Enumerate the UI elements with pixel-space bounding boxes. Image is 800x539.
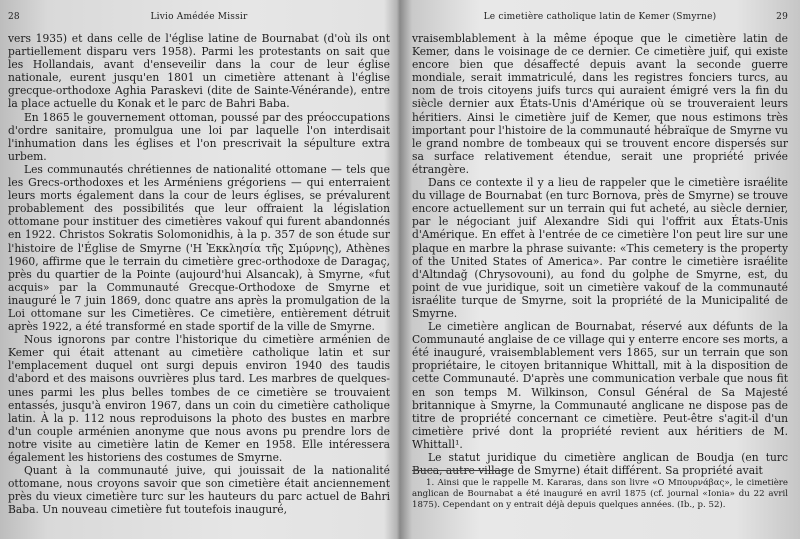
paragraph: vraisemblablement à la même époque que le cimetière latin de Kemer, dans le voisinage de ce dernier. Ce cimetière juif, qui existe encore bien que désaffecté depuis avant la seconde guerre mondiale, serait immatriculé, dans les registres fonciers turcs, au nom de trois citoyens juifs turcs qui auraient émigré vers la fin du siècle dernier aux États-Unis d'Amérique où se trouveraient leurs héritiers. Ainsi le cimetière juif de Kemer, que nous estimons très important pour l'histoire de la communauté hébraïque de Smyrne vu le grand nombre de tombeaux qui se trouvent encore dispersés sur sa surface relativement étendue, serait une propriété privée étrangère. <box>412 32 788 176</box>
paragraph: Le cimetière anglican de Bournabat, réservé aux défunts de la Communauté anglaise de ce village qui y enterre encore ses morts, a été inauguré, vraisemblablement vers 1865, sur un terrain que son propriétaire, le citoyen britannique Whittall, mit à la disposition de cette Communauté. D'après une communication verbale que nous fit en son temps M. Wilkinson, Consul Général de Sa Majesté britannique à Smyrne, la Communauté anglicane ne dispose pas de titre de propriété concernant ce cimetière. Peut-être s'agit-il d'un cimetière privé dont la propriété revient aux héritiers de M. Whittall¹. <box>412 320 788 451</box>
paragraph: Dans ce contexte il y a lieu de rappeler que le cimetière israélite du village de Bournabat (en turc Bornova, près de Smyrne) se trouve encore actuellement sur un terrain qui fut acheté, au siècle dernier, par le négociant juif Alexandre Sidi qui l'offrit aux États-Unis d'Amérique. En effet à l'entrée de ce cimetière l'on peut lire sur une plaque en marbre la phrase suivante: «This cemetery is the property of the United States of America». Par contre le cimetière israélite d'Altındağ (Chrysovouni), au fond du golphe de Smyrne, est, du point de vue juridique, soit un cimetière vakouf de la communauté israélite turque de Smyrne, soit la propriété de la Municipalité de Smyrne. <box>412 176 788 320</box>
paragraph: Nous ignorons par contre l'historique du cimetière arménien de Kemer qui était attenant au cimetière catholique latin et sur l'emplacement duquel ont surgi depuis environ 1940 des taudis d'abord et des maisons ouvrières plus tard. Les marbres de quelques-unes parmi les plus belles tombes de ce cimetière se trouvaient entassés, jusqu'à environ 1967, dans un coin du cimetière catholique latin. À la p. 112 nous reproduisons la photo des bustes en marbre d'un couple arménien anonyme que nous avons pu prendre lors de notre visite au cimetière latin de Kemer en 1958. Elle intéressera également les historiens des costumes de Smyrne. <box>8 333 390 464</box>
left-body-text <box>8 32 390 516</box>
footnote <box>412 478 788 511</box>
left-page <box>8 0 390 539</box>
paragraph: Le statut juridique du cimetière anglican de Boudja (en turc Buca, autre village de Smyrne) était différent. Sa propriété avait <box>412 451 788 478</box>
right-body-text <box>412 32 788 477</box>
paragraph: Quant à la communauté juive, qui jouissait de la nationalité ottomane, nous croyons savoir que son cimetière était anciennement près du vieux cimetière turc sur les hauteurs du parc actuel de Bahri Baba. Un nouveau cimetière fut toutefois inauguré, <box>8 464 390 517</box>
paragraph: vers 1935) et dans celle de l'église latine de Bournabat (d'où ils ont partiellement disparu vers 1958). Parmi les protestants on sait que les Hollandais, avant d'enseveilir dans la cour de leur église nationale, eurent jusqu'en 1801 un cimetière attenant à l'église grecque-orthodoxe Aghia Paraskevi (dite de Sainte-Vénérande), entre la place actuelle du Konak et le parc de Bahri Baba. <box>8 32 390 111</box>
right-running-header <box>412 12 788 24</box>
running-head-author: Livio Amédée Missir <box>150 12 248 22</box>
footnote-text: 1. Ainsi que le rappelle M. Kararas, dans son livre «Ο Μπουρνάβας», le cimetière anglican de Bournabat a été inauguré en avril 1875 (cf. journal «Ionia» du 22 avril 1875). Cependant on y entrait déjà depuis quelques années. (Ib., p. 52). <box>412 478 788 510</box>
running-head-title: Le cimetière catholique latin de Kemer (Smyrne) <box>483 12 717 22</box>
page-number: 28 <box>8 12 20 22</box>
paragraph: Les communautés chrétiennes de nationalité ottomane — tels que les Grecs-orthodoxes et les Arméniens grégoriens — qui enterraient leurs morts également dans la cour de leurs églises, se prévalurent probablement des possibilités que leur offraient la législation ottomane pour instituer des cimetières vakouf qui furent abandonnés en 1922. Christos Sokratis Solomonidhis, à la p. 357 de son étude sur l'histoire de l'Église de Smyrne ('Η Ἐκκλησία τῆς Σμύρνης), Athènes 1960, affirme que le terrain du cimetière grec-orthodoxe de Daragaç, près du quartier de la Pointe (aujourd'hui Alsancak), à Smyrne, «fut acquis» par la Communauté Grecque-Orthodoxe de Smyrne et inauguré le 7 juin 1869, donc quatre ans après la promulgation de la Loi ottomane sur les Cimetières. Ce cimetière, entièrement détruit après 1922, a été transformé en stade sportif de la ville de Smyrne. <box>8 162 390 334</box>
paragraph: En 1865 le gouvernement ottoman, poussé par des préoccupations d'ordre sanitaire, promulgua une loi par laquelle l'on interdisait l'inhumation dans les églises et l'on prescrivait la sépulture extra urbem. <box>8 110 390 163</box>
page-number: 29 <box>776 12 788 22</box>
footnote-divider <box>412 470 507 471</box>
left-running-header <box>8 12 390 24</box>
right-page <box>412 0 788 539</box>
